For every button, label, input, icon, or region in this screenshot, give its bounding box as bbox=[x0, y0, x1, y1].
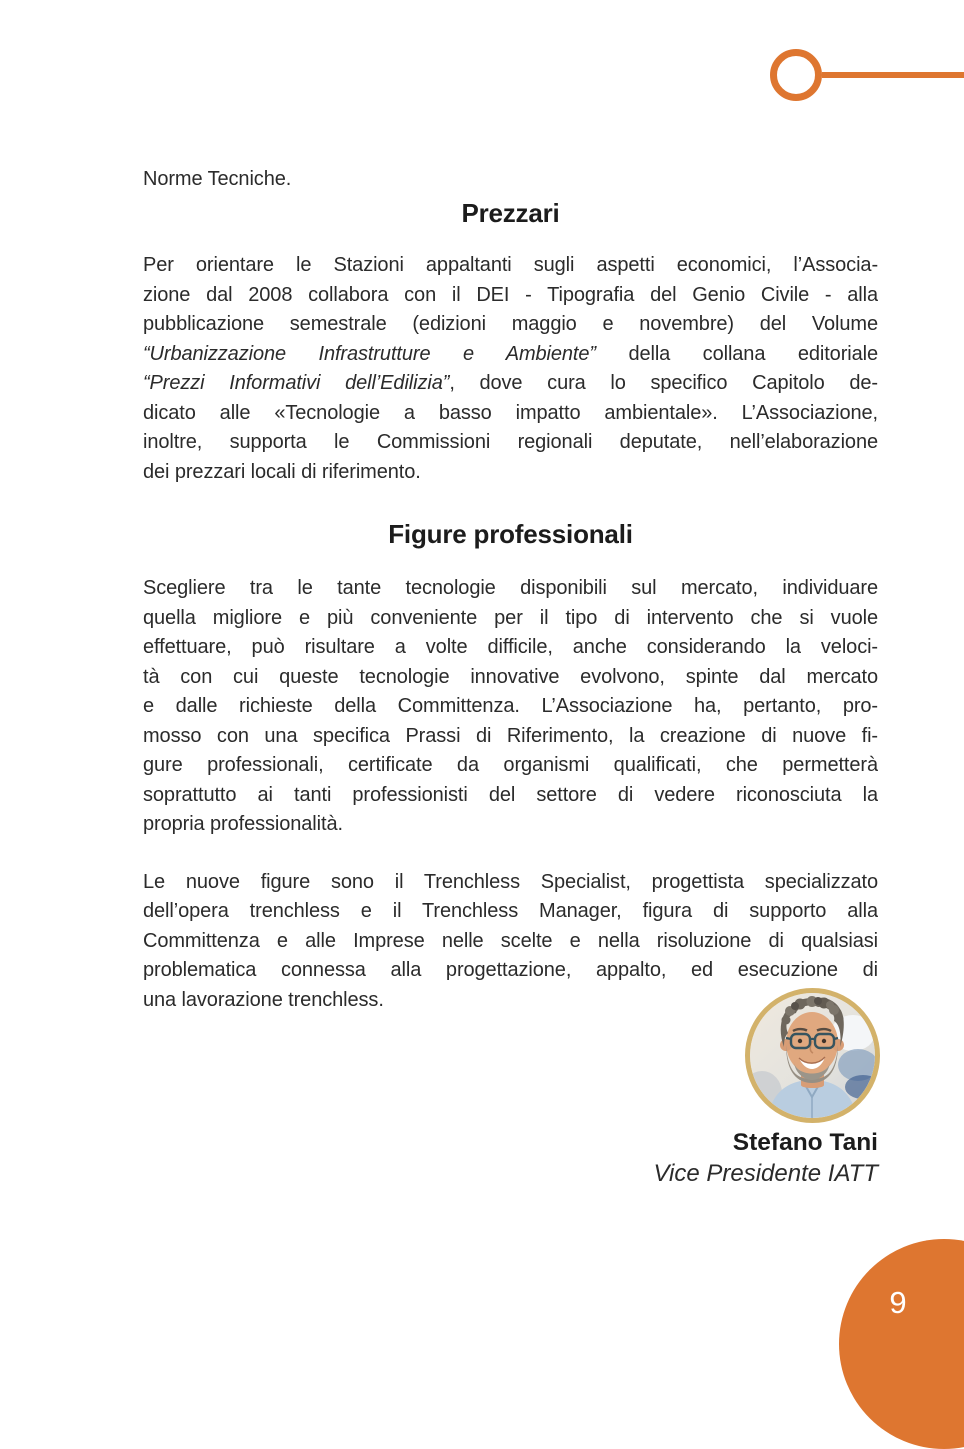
text-line: dicato alle «Tecnologie a basso impatto ambientale». L’Associazione, bbox=[143, 401, 878, 424]
text-line: problematica connessa alla progettazione, appalto, ed esecuzione di bbox=[143, 959, 878, 981]
text-line: “Urbanizzazione Infrastrutture e Ambiente” della collana editoriale bbox=[143, 342, 878, 365]
page-number-badge bbox=[839, 1239, 964, 1449]
text-line: dell’opera trenchless e il Trenchless Manager, figura di supporto alla bbox=[143, 900, 878, 922]
text-line: e dalle richieste della Committenza. L’Associazione ha, pertanto, pro- bbox=[143, 695, 878, 717]
text-line: inoltre, supporta le Commissioni regionali deputate, nell’elaborazione bbox=[143, 431, 878, 453]
text-line: una lavorazione trenchless. bbox=[143, 988, 384, 1011]
text-line: Scegliere tra le tante tecnologie disponibili sul mercato, individuare bbox=[143, 577, 878, 599]
portrait-man-glasses-photo bbox=[750, 993, 875, 1118]
text-line: pubblicazione semestrale (edizioni maggio e novembre) del Volume bbox=[143, 313, 878, 335]
text-line: quella migliore e più conveniente per il tipo di intervento che si vuole bbox=[143, 606, 878, 629]
circle-line-ornament-icon bbox=[766, 45, 964, 107]
text-line: tà con cui queste tecnologie innovative evolvono, spinte dal mercato bbox=[143, 665, 878, 688]
main-text-column bbox=[143, 164, 878, 1015]
heading-prezzari: Prezzari bbox=[461, 198, 560, 228]
text-line: Committenza e alle Imprese nelle scelte e nella risoluzione di qualsiasi bbox=[143, 929, 878, 952]
paragraph-prezzari bbox=[143, 251, 878, 487]
paragraph-figure-professionali-2 bbox=[143, 868, 878, 1016]
author-caption bbox=[653, 1128, 878, 1189]
text-line: Le nuove figure sono il Trenchless Specialist, progettista specializzato bbox=[143, 870, 878, 893]
text-line: effettuare, può risultare a volte difficile, anche considerando la veloci- bbox=[143, 636, 878, 658]
text-line: gure professionali, certificate da organismi qualificati, che permetterà bbox=[143, 754, 878, 776]
author-title: Vice Presidente IATT bbox=[653, 1160, 878, 1187]
text-line: “Prezzi Informativi dell’Edilizia”, dove cura lo specifico Capitolo de- bbox=[143, 372, 878, 394]
paragraph-figure-professionali-1 bbox=[143, 574, 878, 840]
text-line: zione dal 2008 collabora con il DEI - Tipografia del Genio Civile - alla bbox=[143, 283, 878, 306]
author-photo bbox=[745, 988, 880, 1123]
kicker-text: Norme Tecniche. bbox=[143, 168, 292, 190]
text-line: dei prezzari locali di riferimento. bbox=[143, 460, 421, 483]
text-line: Per orientare le Stazioni appaltanti sugli aspetti economici, l’Associa- bbox=[143, 254, 878, 276]
page-number: 9 bbox=[889, 1285, 907, 1320]
text-line: soprattutto ai tanti professionisti del settore di vedere riconosciuta la bbox=[143, 783, 878, 806]
heading-figure-professionali: Figure professionali bbox=[388, 519, 633, 549]
author-name: Stefano Tani bbox=[732, 1129, 878, 1156]
text-line: mosso con una specifica Prassi di Riferimento, la creazione di nuove fi- bbox=[143, 724, 878, 747]
text-line: propria professionalità. bbox=[143, 813, 343, 835]
